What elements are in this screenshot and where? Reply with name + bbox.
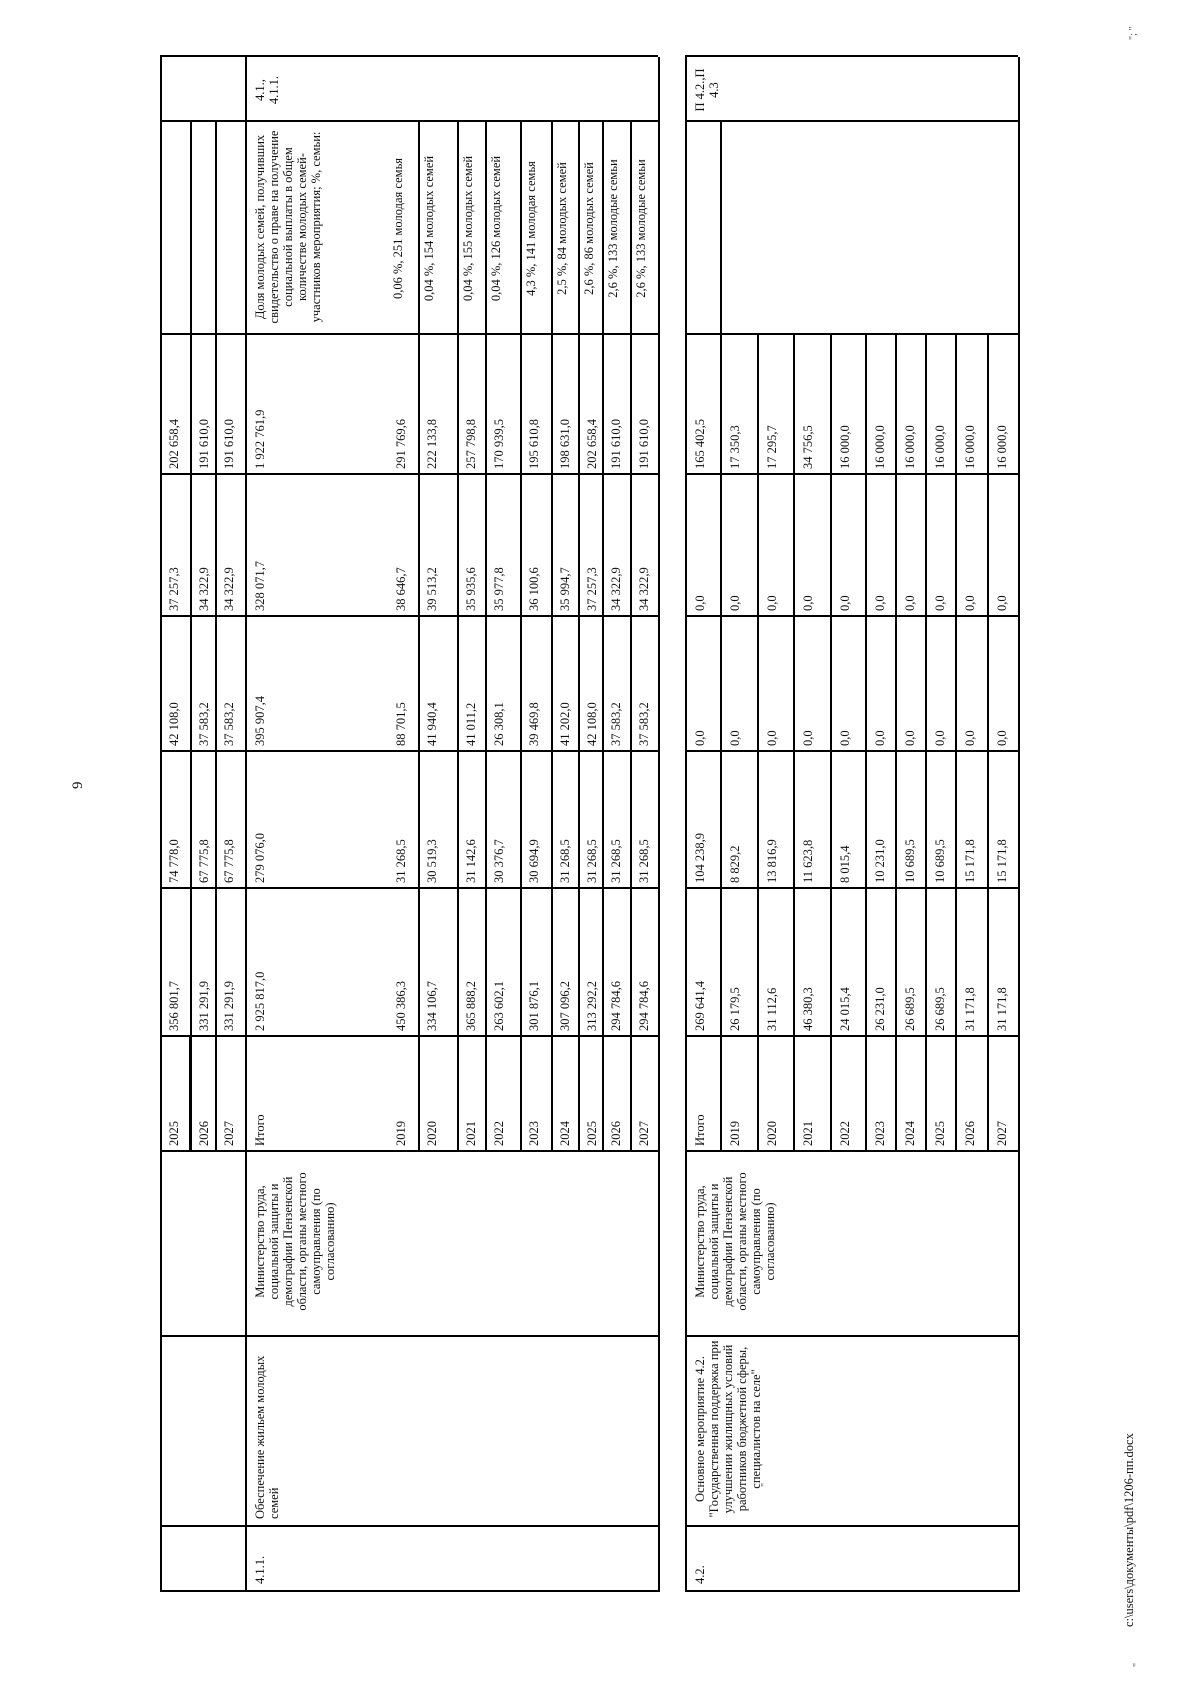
amount-cell: 279 076,0 <box>253 833 267 883</box>
executor-cell: Министерство труда, социальной защиты и демографии Пензенской области, органы местного самоуправления (по согласованию) <box>253 1172 337 1311</box>
amount-cell: 10 689,5 <box>903 839 917 883</box>
year-cell: 2021 <box>801 1121 815 1146</box>
amount-cell: 34 322,9 <box>609 567 623 611</box>
table-rule <box>685 121 1018 123</box>
year-cell: 2020 <box>425 1121 439 1146</box>
table-rule <box>215 122 217 1152</box>
amount-cell: 37 583,2 <box>222 702 236 746</box>
table-rule <box>830 335 832 1152</box>
amount-cell: 0,0 <box>903 730 917 746</box>
table-rule <box>602 122 604 1152</box>
amount-cell: 191 610,0 <box>609 419 623 469</box>
amount-cell: 35 977,8 <box>492 567 506 611</box>
amount-cell: 0,0 <box>693 730 707 746</box>
year-cell: 2021 <box>464 1121 478 1146</box>
link-cell: 4.1., 4.1.1. <box>253 75 281 105</box>
table-rule <box>757 335 759 1152</box>
table-rule <box>160 57 162 1592</box>
amount-cell: 67 775,8 <box>197 839 211 883</box>
year-cell: Итого <box>253 1114 267 1146</box>
table-rule <box>685 121 720 123</box>
table-rule <box>685 1150 1018 1152</box>
amount-cell: 395 907,4 <box>253 696 267 746</box>
amount-cell: 31 171,8 <box>995 987 1009 1031</box>
table-rule <box>685 751 1018 753</box>
amount-cell: 0,0 <box>933 730 947 746</box>
measure-name: Основное мероприятие 4.2. "Государственная поддержка при улучшении жилищных условий работников бюджетной сферы, специалистов на селе" <box>693 1340 763 1518</box>
amount-cell: 37 583,2 <box>609 702 623 746</box>
amount-cell: 104 238,9 <box>693 833 707 883</box>
table-rule <box>520 122 522 1152</box>
amount-cell: 15 171,8 <box>995 839 1009 883</box>
amount-cell: 16 000,0 <box>933 425 947 469</box>
table-rule <box>685 888 1018 890</box>
table-rule <box>987 335 989 1152</box>
amount-cell: 222 133,8 <box>425 419 439 469</box>
amount-cell: 37 257,3 <box>585 567 599 611</box>
table-rule <box>955 335 957 1152</box>
amount-cell: 202 658,4 <box>167 419 181 469</box>
amount-cell: 67 775,8 <box>222 839 236 883</box>
amount-cell: 31 171,8 <box>963 987 977 1031</box>
amount-cell: 334 106,7 <box>425 981 439 1031</box>
amount-cell: 0,0 <box>838 595 852 611</box>
amount-cell: 26 689,5 <box>933 987 947 1031</box>
amount-cell: 0,0 <box>963 595 977 611</box>
row-number: 4.1.1. <box>253 1555 267 1584</box>
amount-cell: 26 231,0 <box>873 987 887 1031</box>
indicator-value: 0,04 %, 126 молодых семей <box>489 155 503 302</box>
amount-cell: 450 386,3 <box>394 981 408 1031</box>
amount-cell: 10 689,5 <box>933 839 947 883</box>
year-cell: 2023 <box>873 1121 887 1146</box>
amount-cell: 39 469,8 <box>527 702 541 746</box>
stray-mark: " <box>1132 1662 1143 1667</box>
year-cell: 2024 <box>903 1121 917 1146</box>
executor-cell: Министерство труда, социальной защиты и демографии Пензенской области, органы местного самоуправления (по согласованию) <box>693 1172 777 1311</box>
amount-cell: 34 322,9 <box>637 567 651 611</box>
table-rule <box>160 1526 658 1528</box>
table-rule <box>160 751 658 753</box>
amount-cell: 0,0 <box>963 730 977 746</box>
amount-cell: 0,0 <box>903 595 917 611</box>
year-cell: 2020 <box>765 1121 779 1146</box>
table-rule <box>160 1336 658 1338</box>
table-rule <box>720 122 722 335</box>
link-cell: П 4.2.,П 4.3 <box>693 68 721 112</box>
indicator-value: 2,6 %, 133 молодые семьи <box>634 159 648 298</box>
amount-cell: 41 011,2 <box>464 702 478 746</box>
amount-cell: 17 350,3 <box>728 425 742 469</box>
table-rule <box>658 57 660 1592</box>
amount-cell: 301 876,1 <box>527 981 541 1031</box>
table-rule <box>685 616 1018 618</box>
measure-name: Обеспечение жильем молодых семей <box>253 1355 281 1519</box>
table-rule <box>865 335 867 1152</box>
amount-cell: 31 268,5 <box>558 839 572 883</box>
amount-cell: 31 112,6 <box>765 987 779 1031</box>
amount-cell: 11 623,8 <box>801 839 815 883</box>
amount-cell: 331 291,9 <box>197 981 211 1031</box>
amount-cell: 31 268,5 <box>394 839 408 883</box>
amount-cell: 42 108,0 <box>585 702 599 746</box>
amount-cell: 37 583,2 <box>197 702 211 746</box>
table-rule <box>551 122 553 1152</box>
amount-cell: 0,0 <box>933 595 947 611</box>
year-cell: 2027 <box>222 1121 236 1146</box>
footer-file-path: c:\users\документы\pdf\1206-пп.docx <box>1122 1433 1136 1627</box>
amount-cell: 0,0 <box>873 595 887 611</box>
table-rule <box>457 122 459 1152</box>
year-cell: 2027 <box>637 1121 651 1146</box>
table-rule <box>685 334 1018 336</box>
amount-cell: 191 610,0 <box>197 419 211 469</box>
table-rule <box>685 1526 1018 1528</box>
table-rule <box>160 1150 658 1152</box>
amount-cell: 15 171,8 <box>963 839 977 883</box>
table-rule <box>160 121 658 123</box>
amount-cell: 34 756,5 <box>801 425 815 469</box>
amount-cell: 41 202,0 <box>558 702 572 746</box>
table-rule <box>895 335 897 1152</box>
amount-cell: 34 322,9 <box>222 567 236 611</box>
amount-cell: 2 925 817,0 <box>253 971 267 1031</box>
amount-cell: 331 291,9 <box>222 981 236 1031</box>
indicator-value: 2,6 %, 133 молодые семьи <box>606 159 620 298</box>
amount-cell: 198 631,0 <box>558 419 572 469</box>
table-rule <box>685 1036 1018 1038</box>
table-rule <box>160 334 658 336</box>
amount-cell: 263 602,1 <box>492 981 506 1031</box>
table-rule <box>190 122 192 1152</box>
stray-mark: "; " <box>1128 26 1139 40</box>
year-cell: 2026 <box>963 1121 977 1146</box>
amount-cell: 42 108,0 <box>167 702 181 746</box>
table-rule <box>685 1590 1018 1592</box>
amount-cell: 37 257,3 <box>167 567 181 611</box>
year-cell: 2025 <box>167 1121 181 1146</box>
amount-cell: 202 658,4 <box>585 419 599 469</box>
amount-cell: 0,0 <box>728 730 742 746</box>
amount-cell: 195 610,8 <box>527 419 541 469</box>
indicator-value: 4,3 %, 141 молодая семья <box>524 161 538 296</box>
table-rule <box>189 1037 191 1152</box>
amount-cell: 37 583,2 <box>637 702 651 746</box>
amount-cell: 269 641,4 <box>693 981 707 1031</box>
amount-cell: 291 769,6 <box>394 419 408 469</box>
amount-cell: 16 000,0 <box>995 425 1009 469</box>
amount-cell: 46 380,3 <box>801 987 815 1031</box>
amount-cell: 31 268,5 <box>585 839 599 883</box>
amount-cell: 26 689,5 <box>903 987 917 1031</box>
amount-cell: 30 519,3 <box>425 839 439 883</box>
amount-cell: 294 784,6 <box>609 981 623 1031</box>
year-cell: 2025 <box>585 1121 599 1146</box>
amount-cell: 16 000,0 <box>903 425 917 469</box>
amount-cell: 10 231,0 <box>873 839 887 883</box>
amount-cell: 165 402,5 <box>693 419 707 469</box>
amount-cell: 31 268,5 <box>609 839 623 883</box>
table-rule <box>160 1036 658 1038</box>
amount-cell: 35 994,7 <box>558 567 572 611</box>
amount-cell: 294 784,6 <box>637 981 651 1031</box>
page-number: 9 <box>70 781 86 789</box>
amount-cell: 13 816,9 <box>765 839 779 883</box>
indicator-value: 2,6 %, 86 молодых семей <box>582 162 596 295</box>
amount-cell: 365 888,2 <box>464 981 478 1031</box>
amount-cell: 31 142,6 <box>464 839 478 883</box>
amount-cell: 88 701,5 <box>394 702 408 746</box>
table-rule <box>630 122 632 1152</box>
year-cell: 2024 <box>558 1121 572 1146</box>
amount-cell: 0,0 <box>765 730 779 746</box>
amount-cell: 8 015,4 <box>838 845 852 883</box>
indicator-cell: Доля молодых семей, получивших свидетельство о праве на получение социальной выплаты в общем количестве молодых семей-участников мероприятия; %, семьи: <box>253 130 323 324</box>
amount-cell: 191 610,0 <box>637 419 651 469</box>
table-rule <box>685 57 687 1592</box>
amount-cell: 35 935,6 <box>464 567 478 611</box>
table-rule <box>720 335 722 1152</box>
indicator-value: 0,04 %, 155 молодых семей <box>461 155 475 302</box>
amount-cell: 8 829,2 <box>728 845 742 883</box>
row-number: 4.2. <box>693 1565 707 1584</box>
indicator-value: 0,04 %, 154 молодых семей <box>422 155 436 302</box>
amount-cell: 16 000,0 <box>838 425 852 469</box>
amount-cell: 0,0 <box>801 595 815 611</box>
table-rule <box>685 55 1018 57</box>
amount-cell: 31 268,5 <box>637 839 651 883</box>
amount-cell: 0,0 <box>728 595 742 611</box>
table-rule <box>793 335 795 1152</box>
table-rule <box>685 474 1018 476</box>
amount-cell: 257 798,8 <box>464 419 478 469</box>
year-cell: 2026 <box>609 1121 623 1146</box>
amount-cell: 34 322,9 <box>197 567 211 611</box>
amount-cell: 313 292,2 <box>585 981 599 1031</box>
amount-cell: 328 071,7 <box>253 561 267 611</box>
table-rule <box>685 1336 1018 1338</box>
amount-cell: 307 096,2 <box>558 981 572 1031</box>
amount-cell: 26 179,5 <box>728 987 742 1031</box>
year-cell: 2022 <box>838 1121 852 1146</box>
table-rule <box>925 335 927 1152</box>
amount-cell: 41 940,4 <box>425 702 439 746</box>
amount-cell: 30 376,7 <box>492 839 506 883</box>
table-rule <box>485 122 487 1152</box>
indicator-value: 2,5 %, 84 молодых семей <box>555 162 569 295</box>
year-cell: 2022 <box>492 1121 506 1146</box>
amount-cell: 170 939,5 <box>492 419 506 469</box>
amount-cell: 0,0 <box>995 730 1009 746</box>
table-rule <box>160 55 658 57</box>
table-rule <box>160 474 658 476</box>
amount-cell: 39 513,2 <box>425 567 439 611</box>
amount-cell: 36 100,6 <box>527 567 541 611</box>
amount-cell: 191 610,0 <box>222 419 236 469</box>
amount-cell: 24 015,4 <box>838 987 852 1031</box>
table-rule <box>160 616 658 618</box>
table-rule <box>160 888 658 890</box>
amount-cell: 74 778,0 <box>167 839 181 883</box>
table-rule <box>578 122 580 1152</box>
year-cell: 2023 <box>527 1121 541 1146</box>
table-rule <box>160 1590 658 1592</box>
amount-cell: 38 646,7 <box>394 567 408 611</box>
table-rule <box>418 122 420 1152</box>
year-cell: 2025 <box>933 1121 947 1146</box>
amount-cell: 26 308,1 <box>492 702 506 746</box>
year-cell: 2019 <box>394 1121 408 1146</box>
amount-cell: 30 694,9 <box>527 839 541 883</box>
amount-cell: 17 295,7 <box>765 425 779 469</box>
amount-cell: 0,0 <box>838 730 852 746</box>
amount-cell: 1 922 761,9 <box>253 409 267 469</box>
amount-cell: 0,0 <box>801 730 815 746</box>
amount-cell: 16 000,0 <box>873 425 887 469</box>
year-cell: 2026 <box>197 1121 211 1146</box>
amount-cell: 0,0 <box>693 595 707 611</box>
stray-mark: " <box>760 1482 771 1487</box>
table-rule <box>1018 57 1020 1592</box>
amount-cell: 0,0 <box>873 730 887 746</box>
amount-cell: 0,0 <box>765 595 779 611</box>
year-cell: 2019 <box>728 1121 742 1146</box>
amount-cell: 0,0 <box>995 595 1009 611</box>
amount-cell: 356 801,7 <box>167 981 181 1031</box>
year-cell: Итого <box>693 1114 707 1146</box>
indicator-value: 0,06 %, 251 молодая семья <box>391 157 405 300</box>
amount-cell: 16 000,0 <box>963 425 977 469</box>
year-cell: 2027 <box>995 1121 1009 1146</box>
table-rule <box>245 57 247 1592</box>
